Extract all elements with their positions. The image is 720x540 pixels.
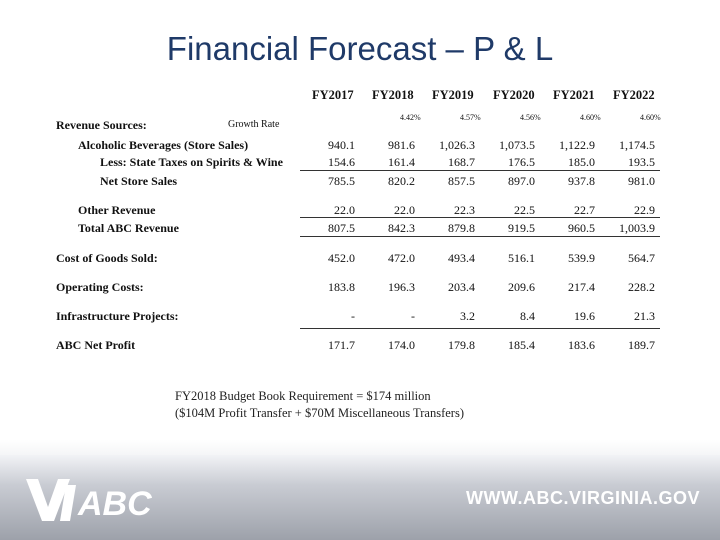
table-cell: 176.5 — [508, 155, 535, 169]
growth-rate-label: Growth Rate — [228, 119, 280, 130]
table-cell: 19.6 — [574, 309, 595, 323]
row-label: Cost of Goods Sold: — [56, 251, 158, 265]
website-url: WWW.ABC.VIRGINIA.GOV — [466, 488, 700, 508]
table-cell: - — [411, 309, 415, 323]
year-header: FY2022 — [613, 88, 655, 102]
va-abc-logo — [22, 475, 162, 530]
table-cell: 228.2 — [628, 280, 655, 294]
year-header: FY2019 — [432, 88, 474, 102]
logo-text: ABC — [78, 485, 152, 523]
table-cell: 196.3 — [388, 280, 415, 294]
table-cell: 452.0 — [328, 251, 355, 265]
table-cell: 22.0 — [394, 203, 415, 217]
table-cell: 161.4 — [388, 155, 415, 169]
table-cell: 168.7 — [448, 155, 475, 169]
table-cell: 1,073.5 — [499, 138, 535, 152]
section-label: Revenue Sources: — [56, 118, 147, 132]
table-cell: 981.6 — [388, 138, 415, 152]
table-cell: 22.3 — [454, 203, 475, 217]
growth-rate: 4.60% — [580, 113, 601, 122]
table-cell: 1,003.9 — [619, 221, 655, 235]
table-cell: 22.5 — [514, 203, 535, 217]
table-cell: 960.5 — [568, 221, 595, 235]
year-header: FY2018 — [372, 88, 414, 102]
row-label: Net Store Sales — [100, 174, 178, 188]
table-cell: 209.6 — [508, 280, 535, 294]
budget-note-line: ($104M Profit Transfer + $70M Miscellaneous Transfers) — [175, 406, 464, 420]
sum-divider — [300, 328, 660, 329]
slide-title: Financial Forecast – P & L — [166, 30, 554, 67]
budget-note — [175, 388, 464, 422]
budget-note-line: FY2018 Budget Book Requirement = $174 million — [175, 389, 431, 403]
row-label: Infrastructure Projects: — [56, 309, 179, 323]
row-label: Less: State Taxes on Spirits & Wine — [100, 155, 283, 169]
table-cell: 807.5 — [328, 221, 355, 235]
table-cell: 472.0 — [388, 251, 415, 265]
row-label: ABC Net Profit — [56, 338, 136, 352]
table-cell: 3.2 — [460, 309, 475, 323]
table-cell: 183.8 — [328, 280, 355, 294]
table-cell: 842.3 — [388, 221, 415, 235]
table-cell: 189.7 — [628, 338, 655, 352]
row-label: Alcoholic Beverages (Store Sales) — [78, 138, 249, 152]
table-cell: 185.0 — [568, 155, 595, 169]
sum-divider — [300, 170, 660, 171]
table-cell: 539.9 — [568, 251, 595, 265]
table-cell: 174.0 — [388, 338, 415, 352]
table-cell: 937.8 — [568, 174, 595, 188]
table-cell: 564.7 — [628, 251, 655, 265]
year-header: FY2017 — [312, 88, 354, 102]
row-label: Total ABC Revenue — [78, 221, 179, 235]
year-header: FY2021 — [553, 88, 595, 102]
table-cell: 1,026.3 — [439, 138, 475, 152]
table-cell: 1,174.5 — [619, 138, 655, 152]
table-cell: 785.5 — [328, 174, 355, 188]
table-cell: - — [351, 309, 355, 323]
table-cell: 493.4 — [448, 251, 475, 265]
row-label: Other Revenue — [78, 203, 156, 217]
table-cell: 897.0 — [508, 174, 535, 188]
table-cell: 154.6 — [328, 155, 355, 169]
table-cell: 22.7 — [574, 203, 595, 217]
sum-divider — [300, 236, 660, 237]
va-abc-logo-icon — [22, 475, 162, 525]
growth-rate: 4.42% — [400, 113, 421, 122]
table-cell: 940.1 — [328, 138, 355, 152]
table-cell: 183.6 — [568, 338, 595, 352]
table-cell: 879.8 — [448, 221, 475, 235]
table-cell: 857.5 — [448, 174, 475, 188]
table-cell: 217.4 — [568, 280, 595, 294]
table-cell: 516.1 — [508, 251, 535, 265]
growth-rate: 4.56% — [520, 113, 541, 122]
growth-rate: 4.57% — [460, 113, 481, 122]
table-cell: 22.9 — [634, 203, 655, 217]
table-cell: 179.8 — [448, 338, 475, 352]
table-cell: 8.4 — [520, 309, 535, 323]
table-cell: 919.5 — [508, 221, 535, 235]
table-cell: 203.4 — [448, 280, 475, 294]
table-cell: 193.5 — [628, 155, 655, 169]
table-cell: 185.4 — [508, 338, 535, 352]
table-cell: 21.3 — [634, 309, 655, 323]
table-cell: 981.0 — [628, 174, 655, 188]
sum-divider — [300, 217, 660, 218]
table-cell: 1,122.9 — [559, 138, 595, 152]
table-cell: 171.7 — [328, 338, 355, 352]
table-cell: 820.2 — [388, 174, 415, 188]
year-header: FY2020 — [493, 88, 535, 102]
row-label: Operating Costs: — [56, 280, 144, 294]
growth-rate: 4.60% — [640, 113, 661, 122]
table-cell: 22.0 — [334, 203, 355, 217]
